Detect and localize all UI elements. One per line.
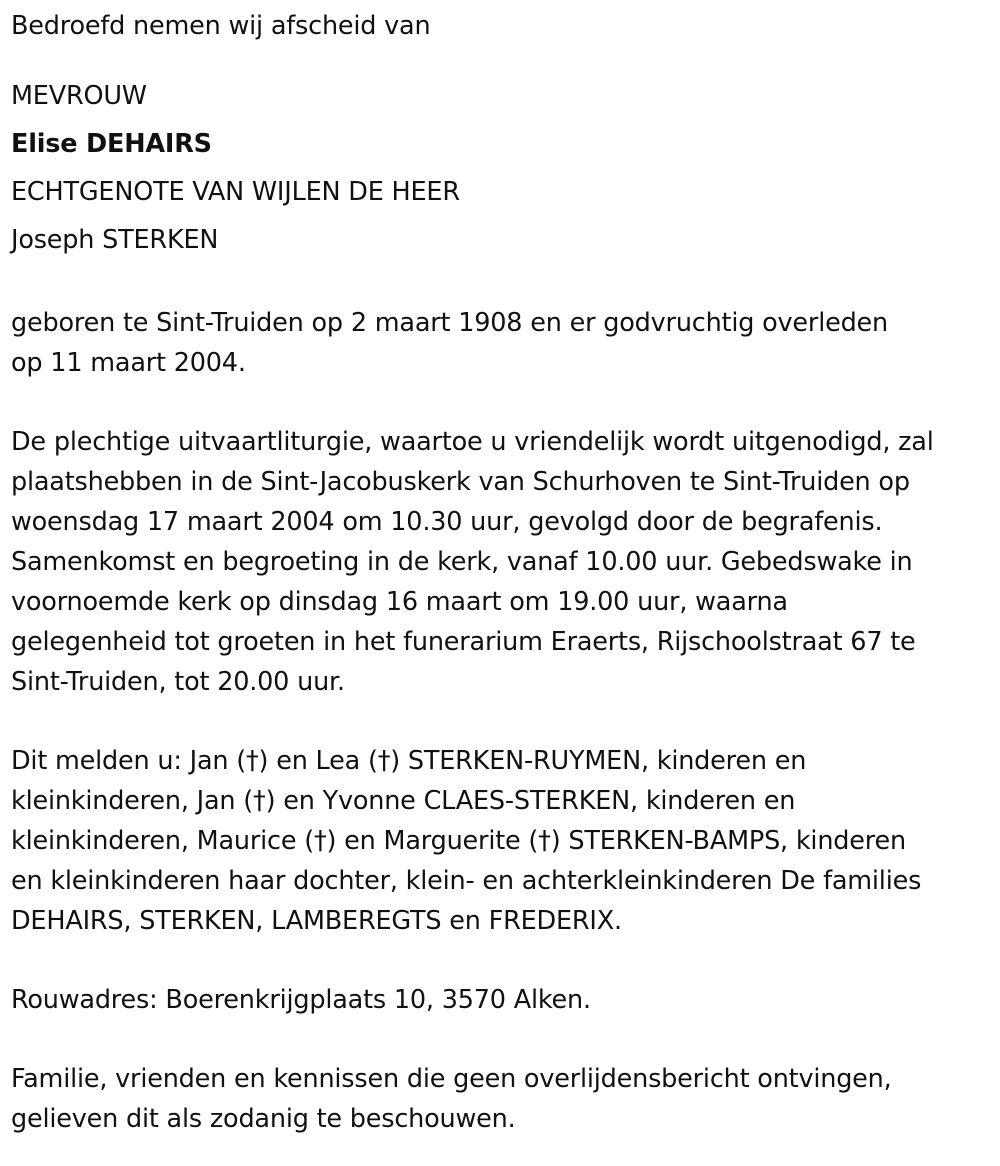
paragraph-line: geboren te Sint-Truiden op 2 maart 1908 en er godvruchtig overleden [11, 308, 889, 338]
paragraph-line: en kleinkinderen haar dochter, klein- en achterkleinkinderen De families [11, 866, 922, 896]
family-paragraph [11, 741, 991, 941]
spouse-name: Joseph STERKEN [11, 225, 219, 255]
paragraph-line: kleinkinderen, Jan (†) en Yvonne CLAES-STERKEN, kinderen en [11, 786, 796, 816]
closing-paragraph [11, 1059, 991, 1139]
title-line: MEVROUW [11, 81, 147, 111]
deceased-block [11, 72, 991, 264]
intro-line: Bedroefd nemen wij afscheid van [11, 11, 431, 41]
paragraph-line: plaatshebben in de Sint-Jacobuskerk van Schurhoven te Sint-Truiden op [11, 467, 910, 497]
paragraph-line: Familie, vrienden en kennissen die geen overlijdensbericht ontvingen, [11, 1064, 892, 1094]
paragraph-line: voornoemde kerk op dinsdag 16 maart om 19.00 uur, waarna [11, 587, 788, 617]
paragraph-line: Sint-Truiden, tot 20.00 uur. [11, 667, 345, 697]
birth-death-paragraph [11, 303, 991, 383]
paragraph-line: op 11 maart 2004. [11, 348, 246, 378]
paragraph-line: Samenkomst en begroeting in de kerk, vanaf 10.00 uur. Gebedswake in [11, 547, 913, 577]
paragraph-line: Dit melden u: Jan (†) en Lea (†) STERKEN-RUYMEN, kinderen en [11, 746, 807, 776]
paragraph-line: woensdag 17 maart 2004 om 10.30 uur, gevolgd door de begrafenis. [11, 507, 883, 537]
paragraph-line: DEHAIRS, STERKEN, LAMBEREGTS en FREDERIX. [11, 906, 622, 936]
paragraph-line: gelieven dit als zodanig te beschouwen. [11, 1104, 516, 1134]
ceremony-paragraph [11, 422, 991, 702]
address-paragraph [11, 980, 991, 1020]
mourning-address: Rouwadres: Boerenkrijgplaats 10, 3570 Alken. [11, 985, 591, 1015]
paragraph-line: gelegenheid tot groeten in het funerarium Eraerts, Rijschoolstraat 67 te [11, 627, 916, 657]
relation-line: ECHTGENOTE VAN WIJLEN DE HEER [11, 177, 460, 207]
deceased-name: Elise DEHAIRS [11, 129, 212, 159]
death-notice [11, 0, 991, 1139]
paragraph-line: De plechtige uitvaartliturgie, waartoe u vriendelijk wordt uitgenodigd, zal [11, 427, 934, 457]
paragraph-line: kleinkinderen, Maurice (†) en Marguerite (†) STERKEN-BAMPS, kinderen [11, 826, 906, 856]
